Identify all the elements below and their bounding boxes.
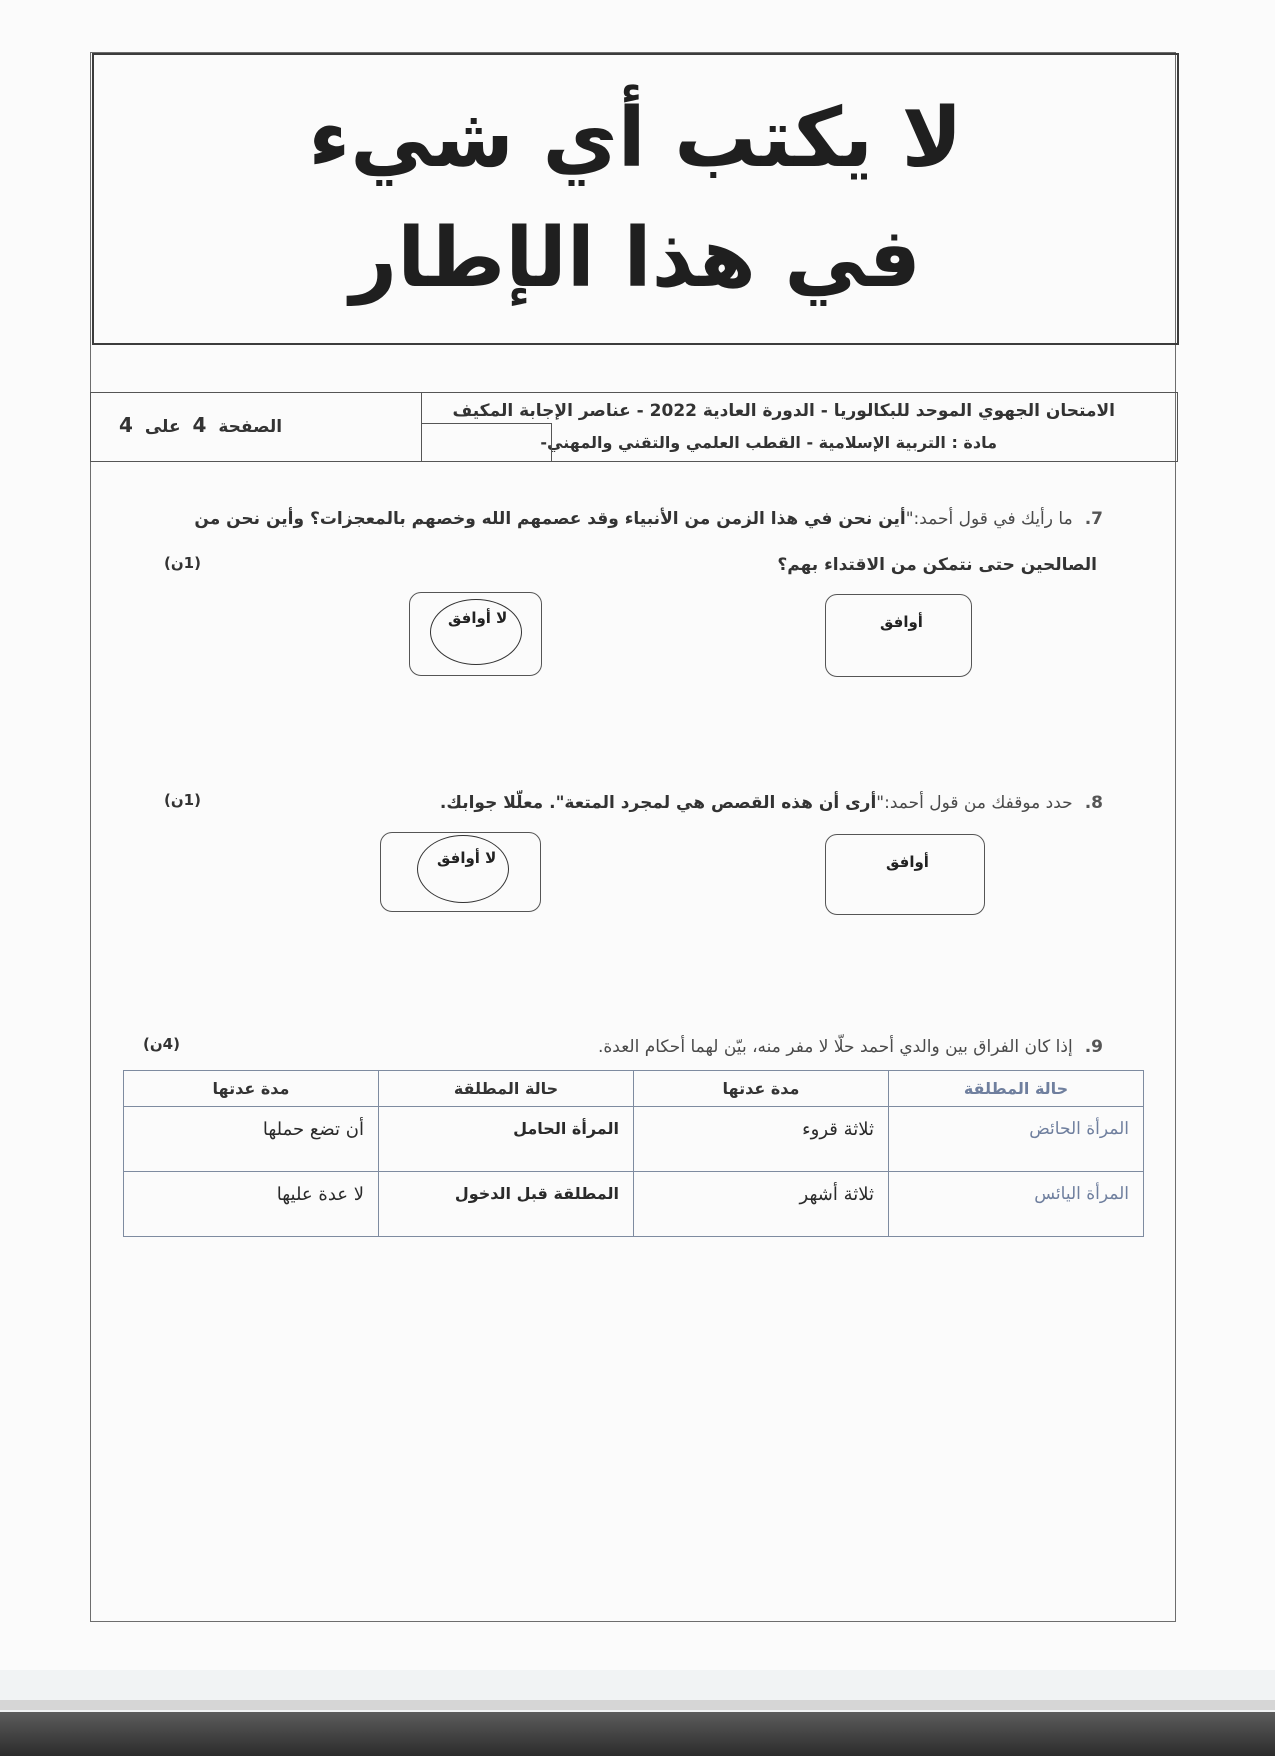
question-7-number: 7. [1084, 509, 1103, 529]
table-cell: المرأة الحائض [889, 1107, 1144, 1172]
q7-agree-box[interactable] [825, 594, 972, 677]
do-not-write-banner [92, 53, 1179, 345]
table-cell: لا عدة عليها [124, 1172, 379, 1237]
iddah-rulings-table [123, 1070, 1144, 1237]
exam-title: الامتحان الجهوي الموحد للبكالوريا - الدورة العادية 2022 - عناصر الإجابة المكيف [452, 401, 1115, 421]
question-7-text-2: الصالحين حتى نتمكن من الاقتداء بهم؟ [777, 555, 1097, 575]
question-8-number: 8. [1084, 793, 1103, 813]
q8-disagree-box[interactable] [380, 832, 541, 912]
question-8 [440, 780, 1103, 826]
table-cell: ثلاثة قروء [634, 1107, 889, 1172]
question-8-lead: حدد موقفك من قول أحمد:" [876, 793, 1073, 813]
question-8-points: (1ن) [164, 791, 201, 809]
table-header-cell: مدة عدتها [124, 1071, 379, 1107]
table-header-cell: مدة عدتها [634, 1071, 889, 1107]
scanner-edge-dark [0, 1712, 1275, 1756]
question-8-text: أرى أن هذه القصص هي لمجرد المتعة". معلّلا جوابك. [439, 793, 877, 813]
question-9 [598, 1024, 1103, 1070]
q7-agree-label: أوافق [880, 613, 923, 631]
table-row [124, 1107, 1144, 1172]
question-9-number: 9. [1084, 1037, 1103, 1057]
table-cell: المطلقة قبل الدخول [379, 1172, 634, 1237]
exam-subject: مادة : التربية الإسلامية - القطب العلمي والتقني والمهني- [540, 433, 997, 452]
exam-header-title-cell [421, 393, 1177, 461]
page-number: 4 [192, 413, 207, 437]
page-total: 4 [119, 413, 133, 437]
table-cell: المرأة الحامل [379, 1107, 634, 1172]
q8-disagree-label: لا أوافق [437, 849, 497, 867]
table-cell: أن تضع حملها [124, 1107, 379, 1172]
table-cell: المرأة اليائس [889, 1172, 1144, 1237]
question-7-line-1 [103, 496, 1103, 542]
q7-disagree-box[interactable] [409, 592, 542, 676]
question-7 [103, 496, 1103, 588]
page-indicator [113, 413, 282, 437]
table-header-cell: حالة المطلقة [889, 1071, 1144, 1107]
banner-line-2: في هذا الإطار [350, 211, 921, 306]
scanner-edge-light [0, 1700, 1275, 1710]
question-7-lead: ما رأيك في قول أحمد:" [905, 509, 1073, 529]
q7-disagree-label: لا أوافق [448, 609, 508, 627]
page-of: على [144, 417, 181, 437]
q8-agree-label: أوافق [886, 853, 929, 871]
q8-selected-ellipse [417, 835, 509, 903]
table-header-cell: حالة المطلقة [379, 1071, 634, 1107]
table-cell: ثلاثة أشهر [634, 1172, 889, 1237]
header-inner-box [422, 423, 552, 461]
table-row [124, 1172, 1144, 1237]
page-label: الصفحة [218, 417, 283, 437]
exam-header [90, 392, 1178, 462]
question-9-points: (4ن) [143, 1035, 180, 1053]
banner-line-1: لا يكتب أي شيء [308, 91, 963, 186]
question-7-line-2 [103, 542, 1103, 588]
question-7-points: (1ن) [164, 554, 201, 572]
question-9-text: إذا كان الفراق بين والدي أحمد حلّا لا مفر منه، بيّن لهما أحكام العدة. [597, 1037, 1073, 1057]
table-header-row [124, 1071, 1144, 1107]
question-7-text-1: أين نحن في هذا الزمن من الأنبياء وقد عصمهم الله وخصهم بالمعجزات؟ وأين نحن من [194, 509, 906, 529]
q8-agree-box[interactable] [825, 834, 985, 915]
